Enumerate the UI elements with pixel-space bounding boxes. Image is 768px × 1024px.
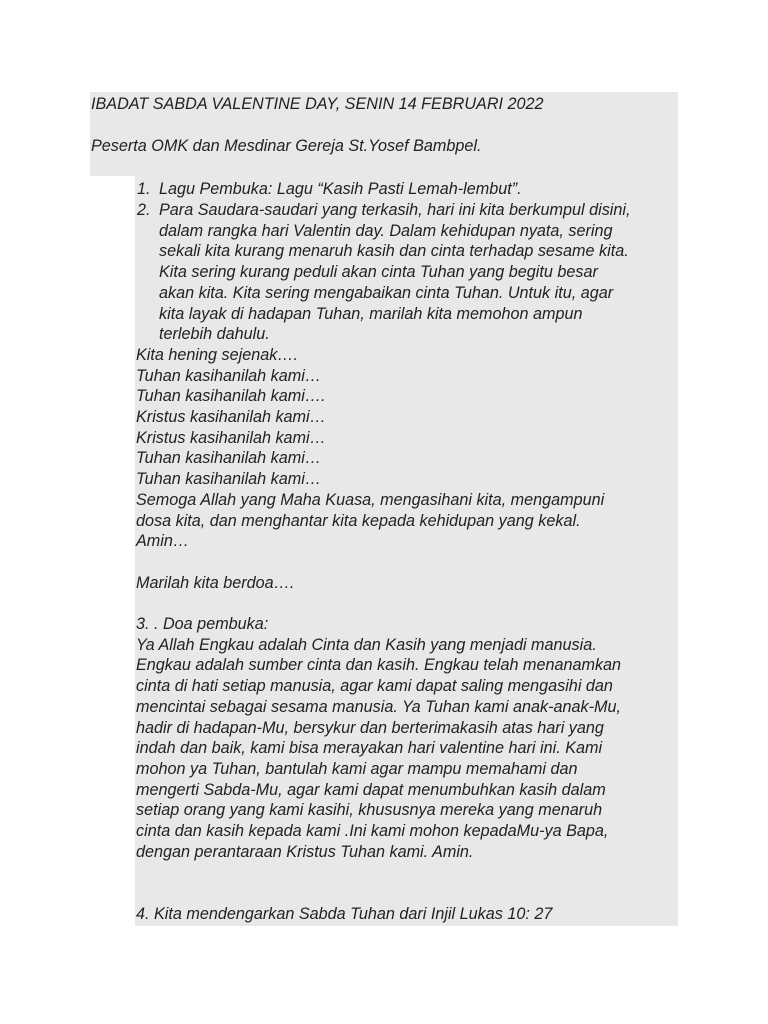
item-3-line: dengan perantaraan Kristus Tuhan kami. Amin. xyxy=(136,842,474,861)
kyrie-line: Kristus kasihanilah kami… xyxy=(136,428,326,447)
item-3-line: mencintai sebagai sesama manusia. Ya Tuhan kami anak-anak-Mu, xyxy=(136,697,621,716)
item-2-line: Kita sering kurang peduli akan cinta Tuhan yang begitu besar xyxy=(159,263,598,282)
item-1-number: 1. xyxy=(137,180,151,198)
item-3-line: cinta dan kasih kepada kami .Ini kami mohon kepadaMu-ya Bapa, xyxy=(136,822,609,840)
item-4-text: 4. Kita mendengarkan Sabda Tuhan dari Injil Lukas 10: 27 xyxy=(136,904,553,923)
item-2-line: kita layak di hadapan Tuhan, marilah kita memohon ampun xyxy=(159,304,583,323)
participants-line: Peserta OMK dan Mesdinar Gereja St.Yosef Bambpel. xyxy=(91,137,482,155)
item-3-line: Engkau adalah sumber cinta dan kasih. Engkau telah menanamkan xyxy=(136,656,622,675)
item-1-text: Lagu Pembuka: Lagu “Kasih Pasti Lemah-lembut”. xyxy=(159,180,522,198)
kyrie-line: Kita hening sejenak…. xyxy=(136,345,298,364)
item-2-line: sekali kita kurang menaruh kasih dan cinta terhadap sesame kita. xyxy=(159,242,629,261)
item-3-line: setiap orang yang kami kasihi, khususnya mereka yang menaruh xyxy=(136,801,603,820)
item-3-line: mohon ya Tuhan, bantulah kami agar mampu memahami dan xyxy=(136,759,578,778)
item-3-line: Ya Allah Engkau adalah Cinta dan Kasih yang menjadi manusia. xyxy=(136,635,597,654)
item-2-number: 2. xyxy=(137,201,151,219)
document-title: IBADAT SABDA VALENTINE DAY, SENIN 14 FEBRUARI 2022 xyxy=(91,95,544,113)
kyrie-line: dosa kita, dan menghantar kita kepada kehidupan yang kekal. xyxy=(136,511,581,530)
item-2-line: Para Saudara-saudari yang terkasih, hari ini kita berkumpul disini, xyxy=(159,201,631,219)
item-2-line: terlebih dahulu. xyxy=(159,325,270,344)
item-2-line: dalam rangka hari Valentin day. Dalam kehidupan nyata, sering xyxy=(159,221,613,240)
kyrie-line: Tuhan kasihanilah kami… xyxy=(136,470,322,489)
item-3-line: mengerti Sabda-Mu, agar kami dapat menumbuhkan kasih dalam xyxy=(136,780,606,799)
kyrie-line: Kristus kasihanilah kami… xyxy=(136,408,326,426)
kyrie-line: Tuhan kasihanilah kami…. xyxy=(136,387,326,406)
berdoa-line: Marilah kita berdoa…. xyxy=(136,573,295,592)
kyrie-line: Semoga Allah yang Maha Kuasa, mengasihani kita, mengampuni xyxy=(136,490,605,509)
item-3-line: indah dan baik, kami bisa merayakan hari valentine hari ini. Kami xyxy=(136,739,603,758)
kyrie-line: Amin… xyxy=(136,532,190,551)
item-3-heading: 3. . Doa pembuka: xyxy=(136,615,269,633)
kyrie-line: Tuhan kasihanilah kami… xyxy=(136,449,322,468)
item-3-line: hadir di hadapan-Mu, bersykur dan berterimakasih atas hari yang xyxy=(136,718,604,737)
kyrie-line: Tuhan kasihanilah kami… xyxy=(136,366,322,385)
item-3-line: cinta di hati setiap manusia, agar kami dapat saling mengasihi dan xyxy=(136,677,613,696)
item-2-line: akan kita. Kita sering mengabaikan cinta Tuhan. Untuk itu, agar xyxy=(159,283,614,302)
